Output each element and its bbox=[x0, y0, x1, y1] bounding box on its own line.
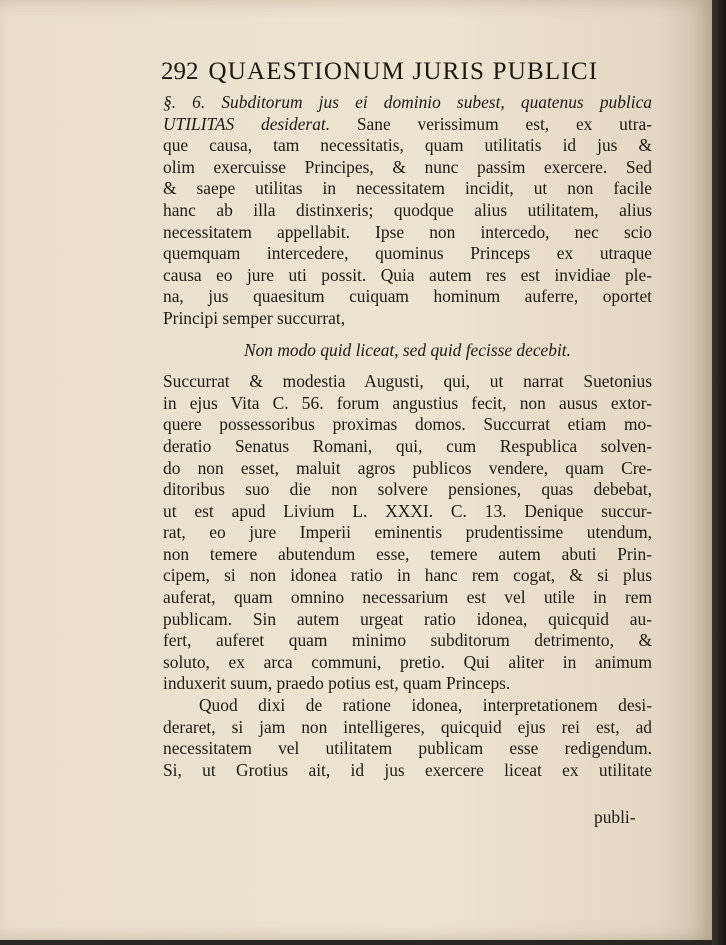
text-line: deratio Senatus Romani, qui, cum Respublica solven- bbox=[163, 435, 652, 456]
running-title: QUAESTIONUM JURIS PUBLICI bbox=[208, 58, 599, 85]
text-line: Si, ut Grotius ait, id jus exercere liceat ex utilitate bbox=[163, 759, 652, 780]
text-line: & saepe utilitas in necessitatem incidit, ut non facile bbox=[163, 178, 652, 199]
text-line: ut est apud Livium L. XXXI. C. 13. Denique succur- bbox=[163, 500, 652, 521]
text-line: na, jus quaesitum cuiquam hominum auferre, oportet bbox=[163, 286, 652, 307]
text-line: quemquam intercedere, quominus Princeps ex utraque bbox=[163, 243, 652, 264]
text-line: que causa, tam necessitatis, quam utilitatis id jus & bbox=[163, 135, 652, 156]
text-line: auferat, quam omnino necessarium est vel utile in rem bbox=[163, 587, 652, 608]
text-line: non temere abutendum esse, temere autem abuti Prin- bbox=[163, 543, 652, 564]
text-line: Principi semper succurrat, bbox=[163, 307, 346, 328]
text-line: soluto, ex arca communi, pretio. Qui aliter in animum bbox=[163, 651, 652, 672]
text-line: Quod dixi de ratione idonea, interpretationem desi- bbox=[199, 695, 652, 716]
text-line: §. 6. Subditorum jus ei dominio subest, quatenus publica bbox=[163, 92, 652, 112]
catchword: publi- bbox=[594, 807, 636, 827]
page-number: 292 bbox=[161, 58, 199, 85]
book-edge bbox=[712, 0, 726, 945]
text-line: fert, auferet quam minimo subditorum detrimento, & bbox=[163, 630, 652, 651]
text-line: olim exercuisse Principes, & nunc passim exercere. Sed bbox=[163, 156, 652, 177]
text-line: rat, eo jure Imperii eminentis prudentissime utendum, bbox=[163, 522, 652, 543]
text-line: hanc ab illa distinxeris; quodque alius utilitatem, alius bbox=[163, 199, 652, 220]
text-line: ditoribus suo die non solvere pensiones, quas debebat, bbox=[163, 479, 652, 500]
text-line: cipem, si non idonea ratio in hanc rem cogat, & si plus bbox=[163, 565, 652, 586]
text-line: in ejus Vita C. 56. forum angustius fecit, non ausus extor- bbox=[163, 392, 652, 413]
text-line: Succurrat & modestia Augusti, qui, ut narrat Suetonius bbox=[163, 371, 652, 392]
text-line: causa eo jure uti possit. Quia autem res est invidiae ple- bbox=[163, 264, 652, 285]
running-header bbox=[161, 58, 656, 86]
quotation-line: Non modo quid liceat, sed quid fecisse decebit. bbox=[244, 339, 571, 360]
text-line: necessitatem appellabit. Ipse non intercedo, nec scio bbox=[163, 221, 652, 242]
text-line: induxerit suum, praedo potius est, quam Princeps. bbox=[163, 673, 511, 694]
text-line: do non esset, maluit agros publicos vendere, quam Cre- bbox=[163, 457, 652, 478]
text-line: necessitatem vel utilitatem publicam esse redigendum. bbox=[163, 738, 652, 759]
text-line: deraret, si jam non intelligeres, quicquid ejus rei est, ad bbox=[163, 716, 652, 737]
text-line: quere possessoribus proximas domos. Succurrat etiam mo- bbox=[163, 414, 652, 435]
body-text bbox=[163, 92, 652, 781]
text-line: publicam. Sin autem urgeat ratio idonea, quicquid au- bbox=[163, 608, 652, 629]
text-line: UTILITAS desiderat. Sane verissimum est, ex utra- bbox=[163, 113, 653, 134]
